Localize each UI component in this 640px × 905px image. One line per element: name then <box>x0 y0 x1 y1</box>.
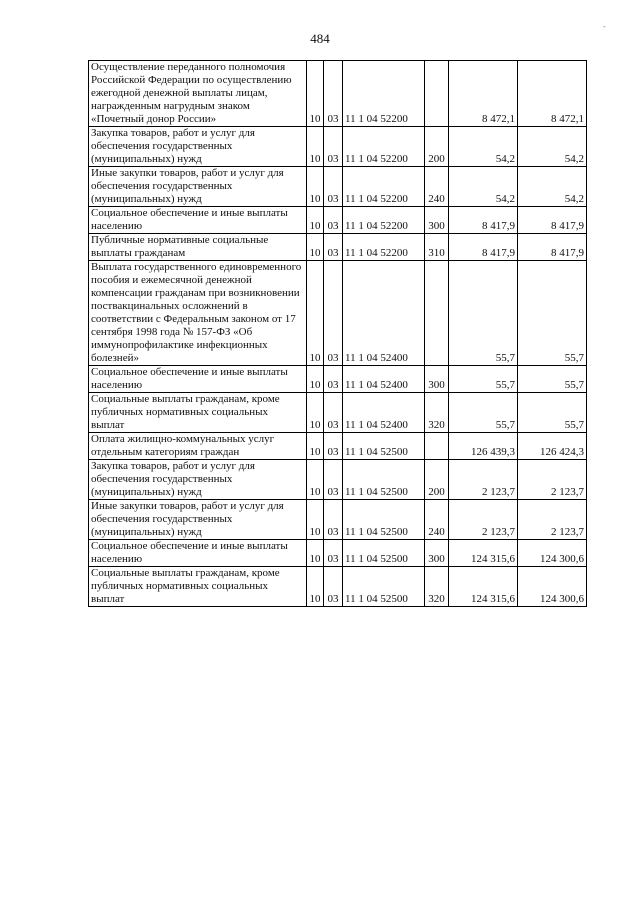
row-target-article: 11 1 04 52400 <box>343 261 425 366</box>
row-expense-type: 200 <box>425 460 449 500</box>
table-row <box>89 61 587 127</box>
row-expense-type: 240 <box>425 167 449 207</box>
row-sum-year-1: 54,2 <box>449 127 518 167</box>
row-subsection-code: 03 <box>324 127 343 167</box>
row-sum-year-2: 126 424,3 <box>518 433 587 460</box>
table-row <box>89 167 587 207</box>
table-row <box>89 366 587 393</box>
page-number: 484 <box>310 31 330 46</box>
row-subsection-code: 03 <box>324 567 343 607</box>
row-section-code: 10 <box>307 460 324 500</box>
row-expense-type: 300 <box>425 540 449 567</box>
row-expense-type: 320 <box>425 567 449 607</box>
row-name: Осуществление переданного полномочия Российской Федерации по осуществлению ежегодной денежной выплаты лицам, награжденным нагрудным знаком «Почетный донор России» <box>89 61 307 127</box>
row-sum-year-2: 55,7 <box>518 261 587 366</box>
row-expense-type: 300 <box>425 366 449 393</box>
row-sum-year-2: 124 300,6 <box>518 540 587 567</box>
row-section-code: 10 <box>307 433 324 460</box>
row-subsection-code: 03 <box>324 261 343 366</box>
row-sum-year-2: 55,7 <box>518 366 587 393</box>
row-name: Социальные выплаты гражданам, кроме публичных нормативных социальных выплат <box>89 567 307 607</box>
row-name: Закупка товаров, работ и услуг для обеспечения государственных (муниципальных) нужд <box>89 460 307 500</box>
row-expense-type <box>425 61 449 127</box>
row-expense-type: 310 <box>425 234 449 261</box>
row-sum-year-2: 8 417,9 <box>518 234 587 261</box>
row-target-article: 11 1 04 52200 <box>343 61 425 127</box>
row-sum-year-1: 8 472,1 <box>449 61 518 127</box>
row-name: Оплата жилищно-коммунальных услуг отдельным категориям граждан <box>89 433 307 460</box>
row-subsection-code: 03 <box>324 540 343 567</box>
row-section-code: 10 <box>307 207 324 234</box>
row-section-code: 10 <box>307 127 324 167</box>
row-sum-year-2: 2 123,7 <box>518 500 587 540</box>
row-target-article: 11 1 04 52500 <box>343 540 425 567</box>
row-section-code: 10 <box>307 234 324 261</box>
table-row <box>89 261 587 366</box>
row-expense-type: 240 <box>425 500 449 540</box>
table-row <box>89 567 587 607</box>
row-expense-type: 320 <box>425 393 449 433</box>
table-row <box>89 460 587 500</box>
table-row <box>89 393 587 433</box>
row-subsection-code: 03 <box>324 207 343 234</box>
row-subsection-code: 03 <box>324 393 343 433</box>
row-sum-year-1: 124 315,6 <box>449 540 518 567</box>
table-row <box>89 234 587 261</box>
row-target-article: 11 1 04 52500 <box>343 567 425 607</box>
row-sum-year-2: 54,2 <box>518 167 587 207</box>
row-name: Социальное обеспечение и иные выплаты населению <box>89 207 307 234</box>
row-sum-year-1: 126 439,3 <box>449 433 518 460</box>
row-subsection-code: 03 <box>324 460 343 500</box>
row-sum-year-1: 55,7 <box>449 366 518 393</box>
row-sum-year-1: 54,2 <box>449 167 518 207</box>
row-subsection-code: 03 <box>324 433 343 460</box>
row-sum-year-1: 124 315,6 <box>449 567 518 607</box>
row-expense-type <box>425 261 449 366</box>
budget-table <box>88 60 587 607</box>
row-section-code: 10 <box>307 261 324 366</box>
row-target-article: 11 1 04 52400 <box>343 393 425 433</box>
row-sum-year-1: 2 123,7 <box>449 460 518 500</box>
row-sum-year-1: 2 123,7 <box>449 500 518 540</box>
row-section-code: 10 <box>307 500 324 540</box>
row-target-article: 11 1 04 52400 <box>343 366 425 393</box>
table-row <box>89 127 587 167</box>
table-row <box>89 500 587 540</box>
row-name: Иные закупки товаров, работ и услуг для обеспечения государственных (муниципальных) нужд <box>89 500 307 540</box>
row-sum-year-2: 8 417,9 <box>518 207 587 234</box>
row-section-code: 10 <box>307 61 324 127</box>
table-row <box>89 433 587 460</box>
row-sum-year-1: 8 417,9 <box>449 207 518 234</box>
row-section-code: 10 <box>307 366 324 393</box>
row-section-code: 10 <box>307 393 324 433</box>
row-section-code: 10 <box>307 167 324 207</box>
row-target-article: 11 1 04 52200 <box>343 234 425 261</box>
table-row <box>89 540 587 567</box>
row-target-article: 11 1 04 52200 <box>343 207 425 234</box>
row-name: Выплата государственного единовременного пособия и ежемесячной денежной компенсации гражданам при возникновении поствакцинальных осложнений в соответствии с Федеральным законом от 17 сентября 1998 года № 157-ФЗ «Об иммунопрофилактике инфекционных болезней» <box>89 261 307 366</box>
row-target-article: 11 1 04 52500 <box>343 433 425 460</box>
row-sum-year-2: 2 123,7 <box>518 460 587 500</box>
corner-mark: - <box>603 22 606 31</box>
row-name: Закупка товаров, работ и услуг для обеспечения государственных (муниципальных) нужд <box>89 127 307 167</box>
row-expense-type: 200 <box>425 127 449 167</box>
row-subsection-code: 03 <box>324 234 343 261</box>
row-name: Публичные нормативные социальные выплаты гражданам <box>89 234 307 261</box>
row-target-article: 11 1 04 52200 <box>343 127 425 167</box>
row-name: Социальное обеспечение и иные выплаты населению <box>89 540 307 567</box>
row-name: Иные закупки товаров, работ и услуг для обеспечения государственных (муниципальных) нужд <box>89 167 307 207</box>
row-target-article: 11 1 04 52500 <box>343 460 425 500</box>
row-section-code: 10 <box>307 567 324 607</box>
row-section-code: 10 <box>307 540 324 567</box>
row-sum-year-2: 124 300,6 <box>518 567 587 607</box>
row-sum-year-1: 55,7 <box>449 393 518 433</box>
row-subsection-code: 03 <box>324 366 343 393</box>
row-expense-type: 300 <box>425 207 449 234</box>
table-row <box>89 207 587 234</box>
row-target-article: 11 1 04 52200 <box>343 167 425 207</box>
row-sum-year-2: 55,7 <box>518 393 587 433</box>
row-subsection-code: 03 <box>324 500 343 540</box>
row-subsection-code: 03 <box>324 61 343 127</box>
row-expense-type <box>425 433 449 460</box>
row-sum-year-2: 54,2 <box>518 127 587 167</box>
row-sum-year-1: 8 417,9 <box>449 234 518 261</box>
row-name: Социальные выплаты гражданам, кроме публичных нормативных социальных выплат <box>89 393 307 433</box>
row-name: Социальное обеспечение и иные выплаты населению <box>89 366 307 393</box>
row-sum-year-1: 55,7 <box>449 261 518 366</box>
row-subsection-code: 03 <box>324 167 343 207</box>
row-sum-year-2: 8 472,1 <box>518 61 587 127</box>
row-target-article: 11 1 04 52500 <box>343 500 425 540</box>
